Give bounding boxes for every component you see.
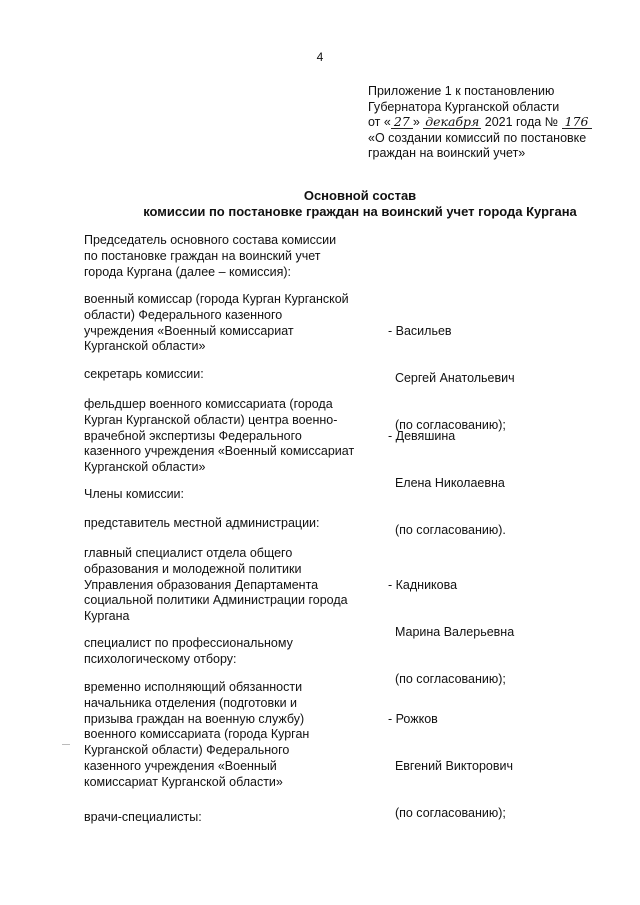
position-line: казенного учреждения «Военный комиссариат [84, 444, 355, 459]
position-line: главный специалист отдела общего [84, 546, 293, 560]
handwritten-month: декабря [425, 114, 480, 129]
position-line: области) Федерального казенного [84, 307, 283, 322]
person-given-names: Сергей Анатольевич [388, 370, 515, 385]
person-name: - Кадникова [388, 577, 458, 592]
position-line: врачебной экспертизы Федерального [84, 428, 302, 443]
position-line: образования и молодежной политики [84, 561, 302, 576]
person-given-names: Елена Николаевна [388, 475, 505, 490]
person-name: - Рожков [388, 711, 438, 726]
position-line: Курганской области» [84, 460, 206, 475]
position-line: социальной политики Администрации города [84, 593, 348, 608]
handwritten-day: 27 [391, 115, 413, 129]
person-note: (по согласованию); [388, 418, 506, 433]
page-number: 4 [316, 50, 324, 64]
margin-mark [62, 744, 70, 745]
position-line: временно исполняющий обязанности [84, 680, 303, 694]
person-name: - Девяшина [388, 428, 456, 443]
date-year: 2021 года № [481, 115, 562, 129]
title-line-2: комиссии по постановке граждан на воинский учет города Кургана [143, 204, 577, 219]
psych-heading [84, 636, 624, 668]
psych-line-1: специалист по профессиональному [84, 636, 293, 650]
position-line: казенного учреждения «Военный [84, 758, 277, 773]
doctors-heading: врачи-специалисты: [84, 810, 202, 824]
entry-position [84, 397, 384, 476]
appendix-line-1: Приложение 1 к постановлению [368, 84, 555, 98]
members-heading: Члены комиссии: [84, 487, 185, 501]
psych-line-2: психологическому отбору: [84, 651, 237, 666]
position-line: военного комиссариата (города Курган [84, 727, 310, 742]
person-note: (по согласованию); [388, 672, 506, 687]
secretary-heading: секретарь комиссии: [84, 367, 204, 381]
person-note: (по согласованию). [388, 523, 506, 538]
position-line: Курганской области» [84, 339, 206, 354]
appendix-block [368, 84, 638, 162]
chairman-line-3: города Кургана (далее – комиссия): [84, 264, 292, 279]
position-line: Кургана [84, 609, 130, 624]
appendix-line-3 [368, 115, 638, 131]
position-line: Курган Курганской области) центра военно- [84, 412, 338, 427]
entry-position [84, 546, 384, 625]
position-line: фельдшер военного комиссариата (города [84, 397, 333, 411]
date-mid: » [412, 115, 424, 129]
entry-position [84, 680, 384, 791]
appendix-line-5: граждан на воинский учет» [368, 146, 526, 160]
chairman-line-2: по постановке граждан на воинский учет [84, 248, 321, 263]
position-line: комиссариат Курганской области» [84, 774, 283, 789]
appendix-line-4: «О создании комиссий по постановке [368, 130, 587, 145]
position-line: учреждения «Военный комиссариат [84, 323, 294, 338]
position-line: Управления образования Департамента [84, 577, 319, 592]
entry-position [84, 292, 384, 355]
chairman-heading [84, 233, 624, 280]
date-prefix: от « [368, 115, 391, 129]
position-line: Курганской области) Федерального [84, 743, 290, 758]
person-given-names: Евгений Викторович [388, 758, 514, 773]
position-line: военный комиссар (города Курган Курганской [84, 292, 349, 306]
handwritten-number: 176 [562, 115, 592, 129]
title-line-1: Основной состав [303, 188, 417, 203]
position-line: начальника отделения (подготовки и [84, 695, 298, 710]
local-admin-heading: представитель местной администрации: [84, 516, 320, 530]
person-name: - Васильев [388, 323, 452, 338]
appendix-line-2: Губернатора Курганской области [368, 99, 560, 114]
chairman-line-1: Председатель основного состава комиссии [84, 233, 337, 247]
person-note: (по согласованию); [388, 806, 506, 821]
position-line: призыва граждан на военную службу) [84, 711, 305, 726]
document-title [0, 188, 640, 220]
person-given-names: Марина Валерьевна [388, 624, 515, 639]
